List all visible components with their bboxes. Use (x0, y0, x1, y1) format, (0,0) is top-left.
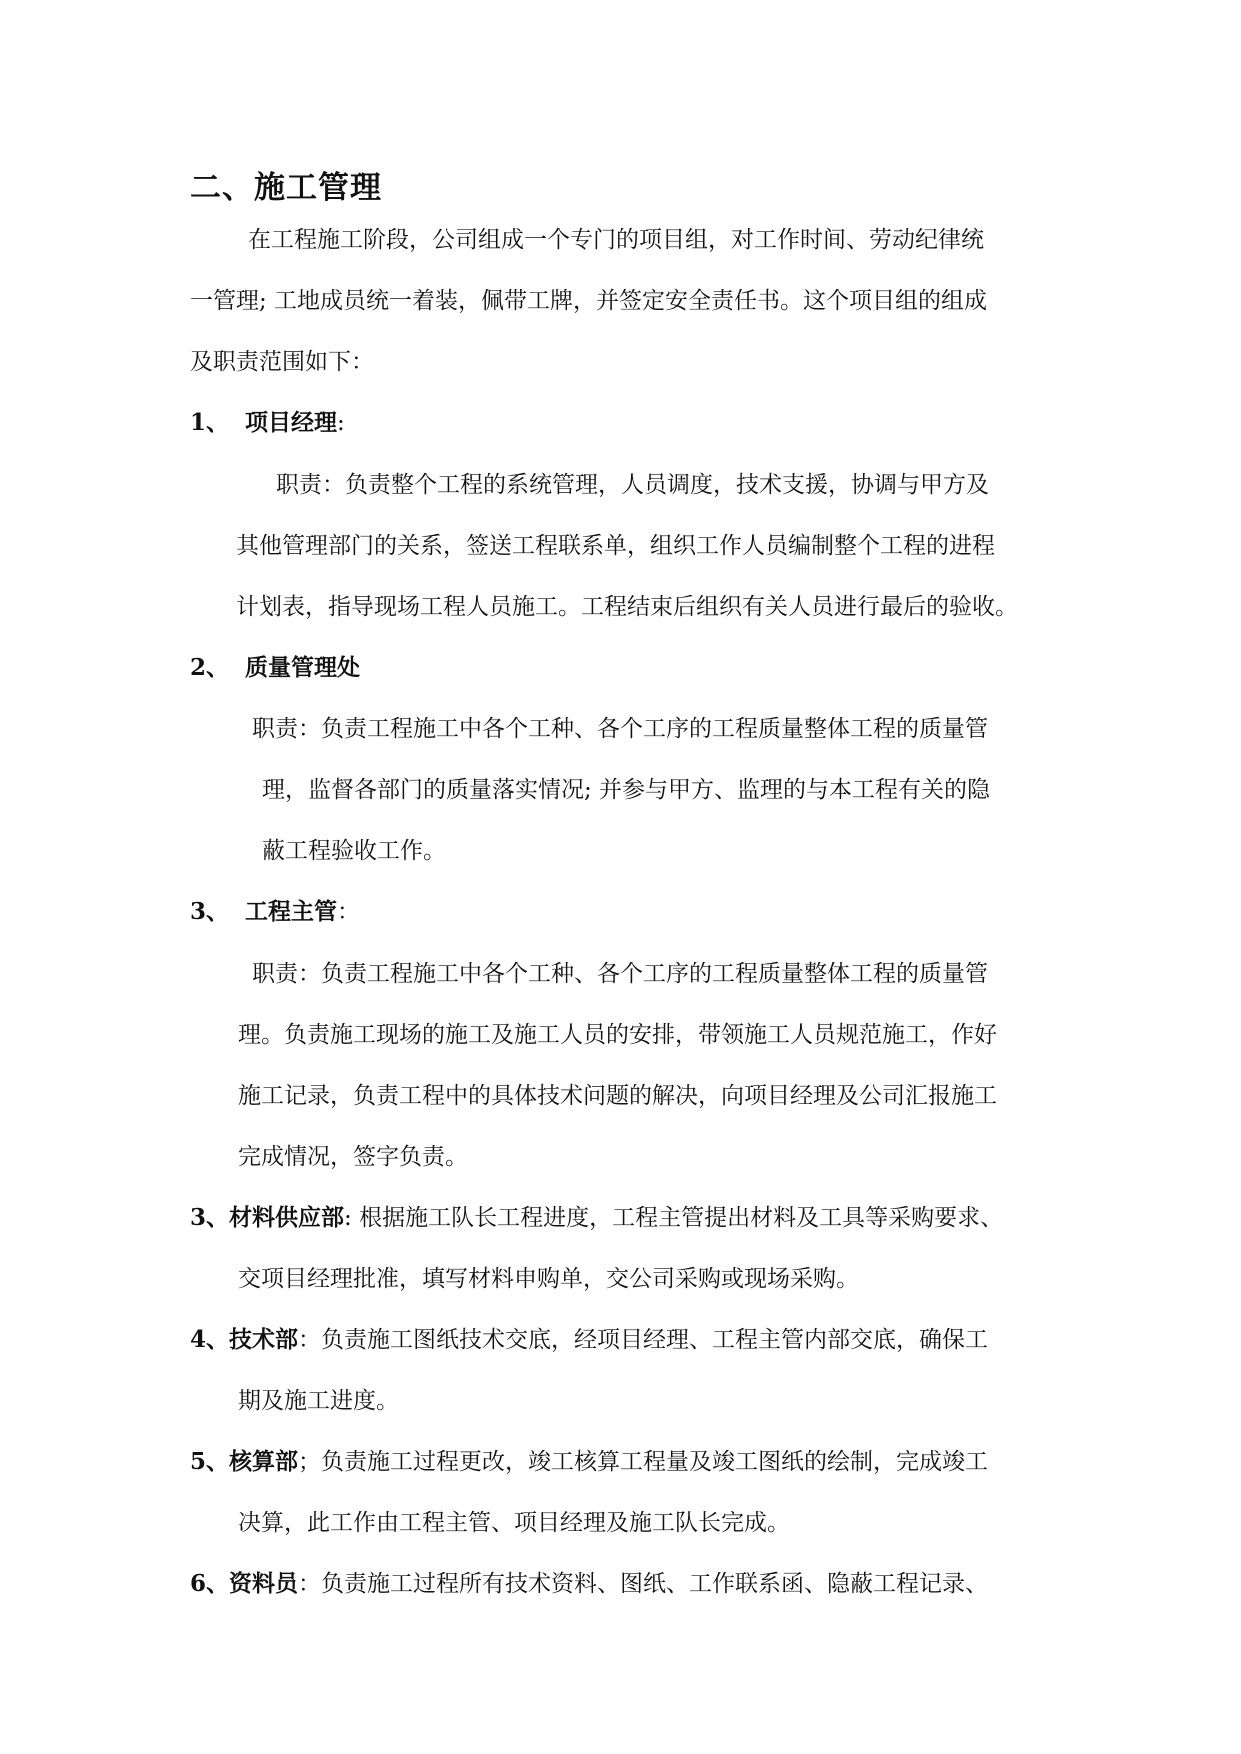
dept-accounting (190, 1447, 988, 1477)
dept-text: 根据施工队长工程进度，工程主管提出材料及工具等采购要求、 (359, 1205, 1004, 1231)
dept-label: 材料供应部 (229, 1205, 345, 1231)
duty-line: 蔽工程验收工作。 (262, 838, 446, 864)
section-title: 二、施工管理 (190, 170, 382, 206)
dept-document-clerk (190, 1569, 988, 1599)
dept-label: 核算部 (229, 1449, 299, 1475)
dept-number: 6、 (190, 1570, 230, 1597)
intro-line-1: 在工程施工阶段，公司组成一个专门的项目组，对工作时间、劳动纪律统 (248, 227, 984, 253)
item-label: 项目经理 (245, 410, 338, 436)
duty-line: 计划表，指导现场工程人员施工。工程结束后组织有关人员进行最后的验收。 (236, 594, 1018, 620)
duty-line: 理。负责施工现场的施工及施工人员的安排，带领施工人员规范施工，作好 (238, 1022, 997, 1048)
item-number: 3、 (190, 898, 230, 925)
dept-materials-supply (190, 1203, 1003, 1233)
item-heading-engineering-supervisor (190, 897, 360, 927)
dept-separator: : (344, 1205, 352, 1231)
item-heading-project-manager (190, 408, 345, 438)
item-suffix: : (337, 410, 345, 436)
dept-separator: ； (298, 1449, 322, 1475)
dept-number: 4、 (190, 1326, 230, 1353)
duty-line: 完成情况，签字负责。 (238, 1144, 468, 1170)
dept-label: 资料员 (229, 1571, 299, 1597)
dept-number: 5、 (190, 1448, 230, 1475)
duty-line: 施工记录，负责工程中的具体技术问题的解决，向项目经理及公司汇报施工 (238, 1083, 997, 1109)
item-number: 1、 (190, 409, 230, 436)
duty-line: 职责：负责工程施工中各个工种、各个工序的工程质量整体工程的质量管 (252, 961, 988, 987)
dept-text: 负责施工图纸技术交底，经项目经理、工程主管内部交底，确保工 (321, 1327, 989, 1353)
intro-line-3: 及职责范围如下： (190, 349, 374, 375)
dept-text: 负责施工过程更改，竣工核算工程量及竣工图纸的绘制，完成竣工 (321, 1449, 989, 1475)
dept-separator: ： (298, 1571, 322, 1597)
dept-text: 负责施工过程所有技术资料、图纸、工作联系函、隐蔽工程记录、 (321, 1571, 989, 1597)
dept-number: 3、 (190, 1204, 230, 1231)
dept-separator: ： (298, 1327, 322, 1353)
item-suffix: ： (337, 899, 361, 925)
dept-label: 技术部 (229, 1327, 299, 1353)
duty-line: 其他管理部门的关系，签送工程联系单，组织工作人员编制整个工程的进程 (236, 533, 995, 559)
item-number: 2、 (190, 654, 230, 681)
dept-technical (190, 1325, 988, 1355)
intro-line-2: 一管理; 工地成员统一着装，佩带工牌，并签定安全责任书。这个项目组的组成 (190, 288, 988, 314)
duty-line: 理，监督各部门的质量落实情况; 并参与甲方、监理的与本工程有关的隐 (262, 777, 991, 803)
item-heading-quality-management (190, 653, 360, 683)
dept-continuation: 期及施工进度。 (238, 1388, 399, 1414)
duty-line: 职责：负责整个工程的系统管理，人员调度，技术支援，协调与甲方及 (276, 472, 989, 498)
duty-line: 职责：负责工程施工中各个工种、各个工序的工程质量整体工程的质量管 (252, 716, 988, 742)
dept-continuation: 决算，此工作由工程主管、项目经理及施工队长完成。 (238, 1510, 790, 1536)
item-label: 工程主管 (245, 899, 338, 925)
dept-continuation: 交项目经理批准，填写材料申购单，交公司采购或现场采购。 (238, 1266, 859, 1292)
item-label: 质量管理处 (245, 655, 361, 681)
